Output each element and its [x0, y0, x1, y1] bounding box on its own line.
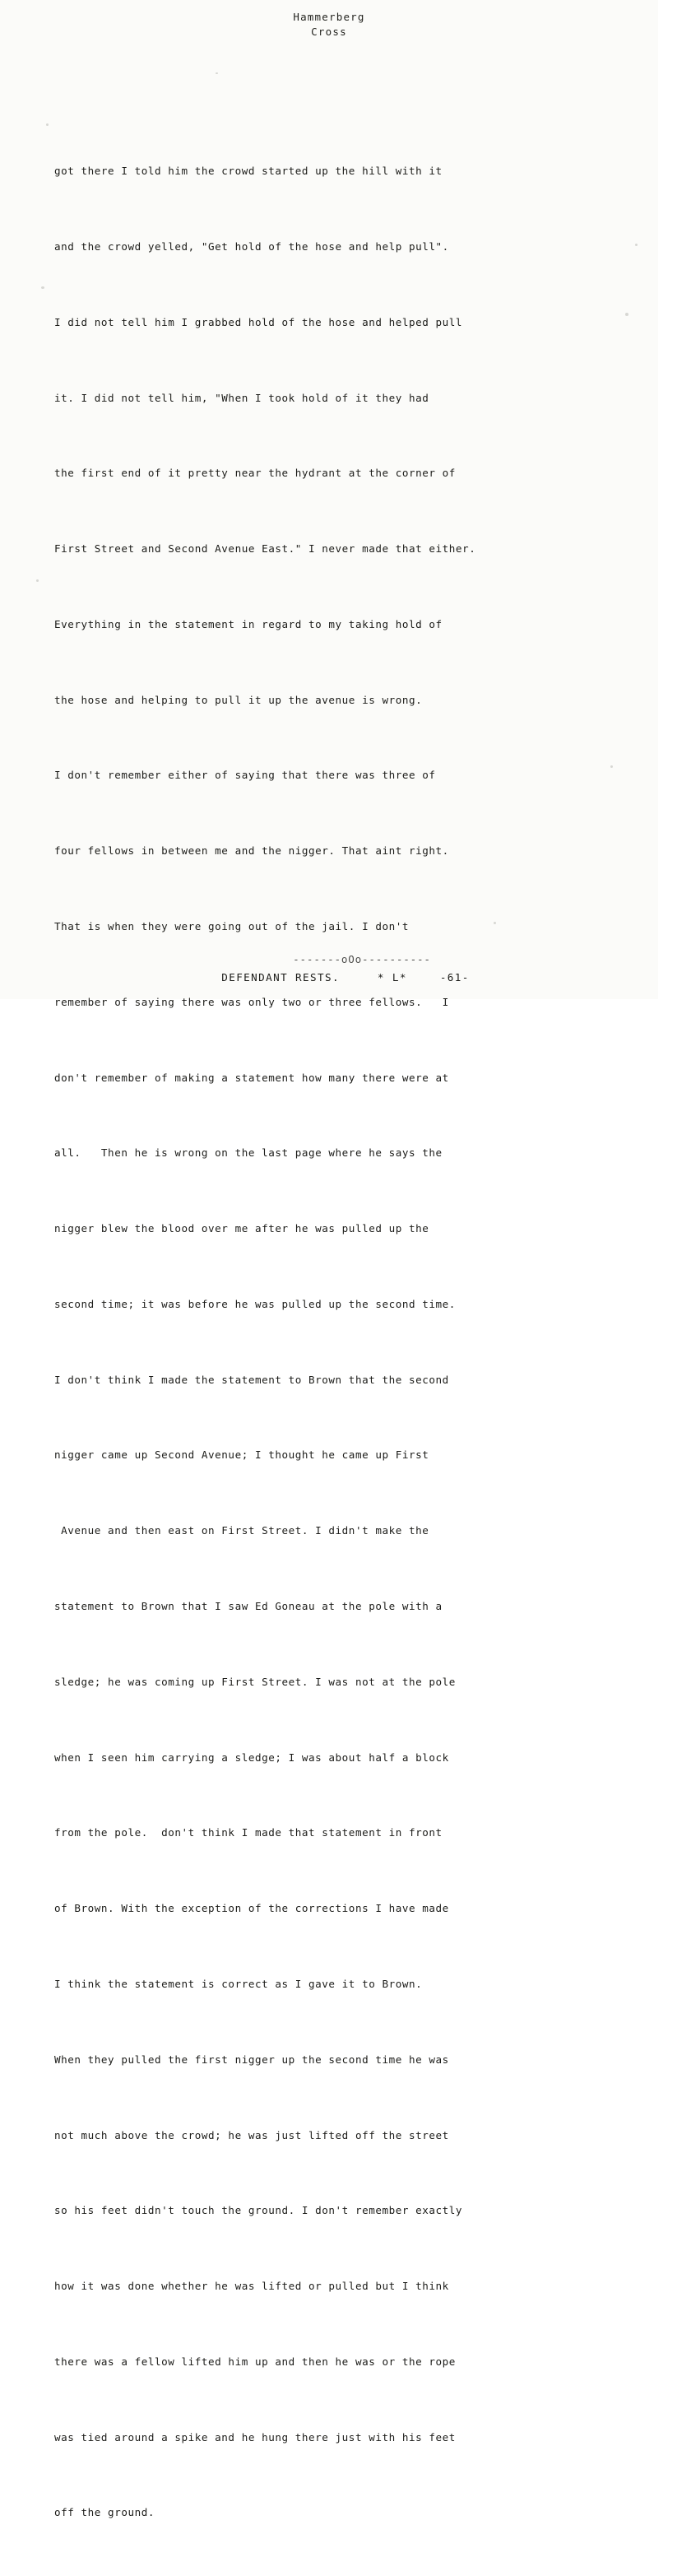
transcript-line: from the pole. don't think I made that statement in front: [54, 1826, 443, 1839]
transcript-line: the first end of it pretty near the hydrant at the corner of: [54, 467, 456, 480]
transcript-line: when I seen him carrying a sledge; I was about half a block: [54, 1751, 449, 1764]
transcript-line: When they pulled the first nigger up the second time he was: [54, 2053, 449, 2066]
transcript-line: nigger came up Second Avenue; I thought he came up First: [54, 1448, 429, 1462]
footer-divider: -------oOo----------: [293, 953, 431, 965]
transcript-line: how it was done whether he was lifted or pulled but I think: [54, 2280, 449, 2293]
paper-speck: [41, 286, 44, 289]
transcript-line: it. I did not tell him, "When I took hold of it they had: [54, 391, 429, 404]
transcript-line: was tied around a spike and he hung there just with his feet: [54, 2430, 456, 2443]
transcript-line: Everything in the statement in regard to my taking hold of: [54, 617, 443, 630]
transcript-line: second time; it was before he was pulled up the second time.: [54, 1297, 456, 1310]
transcript-line: sledge; he was coming up First Street. I was not at the pole: [54, 1675, 456, 1688]
stenographer-mark: * L*: [377, 971, 407, 983]
transcript-line: not much above the crowd; he was just lifted off the street: [54, 2128, 449, 2141]
transcript-line: all. Then he is wrong on the last page where he says the: [54, 1146, 443, 1160]
header-examination-type: Cross: [311, 26, 347, 38]
paper-speck: [46, 123, 49, 126]
transcript-line: the hose and helping to pull it up the avenue is wrong.: [54, 693, 423, 706]
transcript-line: and the crowd yelled, "Get hold of the hose and help pull".: [54, 239, 449, 253]
defendant-rests-label: DEFENDANT RESTS.: [221, 971, 340, 983]
transcript-line: I think the statement is correct as I gave it to Brown.: [54, 1977, 423, 1990]
transcript-line: nigger blew the blood over me after he was pulled up the: [54, 1222, 429, 1235]
transcript-line: statement to Brown that I saw Ed Goneau at the pole with a: [54, 1600, 443, 1613]
paper-speck: [635, 244, 638, 246]
transcript-line: First Street and Second Avenue East." I never made that either.: [54, 542, 476, 556]
paper-speck: [216, 72, 218, 74]
transcript-line: I don't think I made the statement to Brown that the second: [54, 1373, 449, 1386]
footer-line: [0, 971, 675, 983]
transcript-line: I did not tell him I grabbed hold of the hose and helped pull: [54, 315, 463, 328]
transcript-line: remember of saying there was only two or three fellows. I: [54, 995, 449, 1008]
transcript-line: don't remember of making a statement how many there were at: [54, 1071, 449, 1084]
paper-speck: [36, 579, 39, 582]
transcript-line: That is when they were going out of the jail. I don't: [54, 920, 409, 932]
transcript-line: so his feet didn't touch the ground. I don't remember exactly: [54, 2204, 463, 2217]
transcript-line: four fellows in between me and the nigger. That aint right.: [54, 844, 449, 858]
paper-speck: [625, 313, 628, 316]
header-witness-name: Hammerberg: [293, 11, 365, 23]
transcript-line: off the ground.: [54, 2506, 155, 2519]
transcript-line: Avenue and then east on First Street. I didn't make the: [54, 1524, 429, 1537]
transcript-line: I don't remember either of saying that there was three of: [54, 769, 436, 782]
transcript-body: [54, 109, 604, 2576]
paper-speck: [610, 765, 613, 768]
transcript-line: got there I told him the crowd started up the hill with it: [54, 165, 443, 178]
page-number: -61-: [439, 971, 470, 983]
transcript-line: there was a fellow lifted him up and then he was or the rope: [54, 2355, 456, 2368]
transcript-line: of Brown. With the exception of the corrections I have made: [54, 1902, 449, 1915]
page-header: [0, 10, 658, 40]
